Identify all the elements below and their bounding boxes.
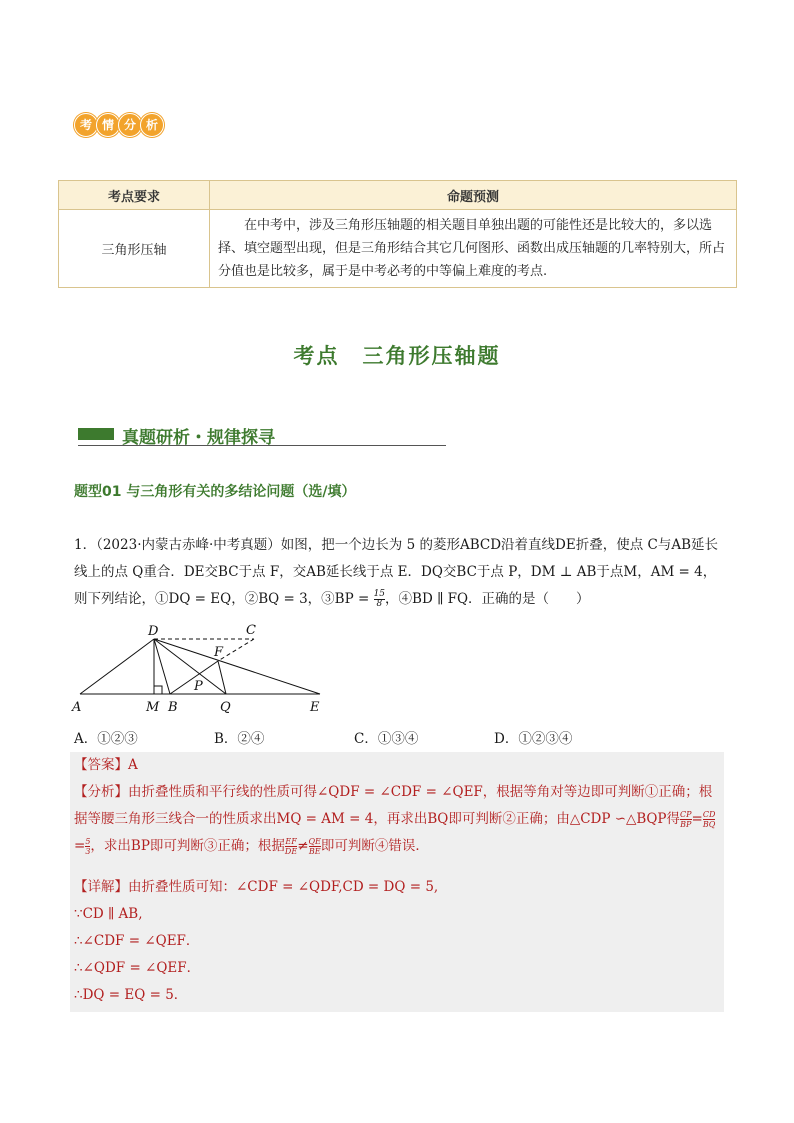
analysis-tag: 【分析】 — [74, 784, 128, 800]
question-body-end: ，④BD ∥ FQ．正确的是（ ） — [385, 591, 590, 607]
geometry-figure — [66, 616, 336, 720]
not-equal-sign: ≠ — [297, 838, 309, 854]
detail-line: ∴∠CDF = ∠QEF． — [74, 933, 200, 949]
fraction-denominator: DE — [284, 847, 298, 856]
answer-value: A — [128, 757, 138, 773]
question-body: 如图，把一个边长为 5 的菱形ABCD沿着直线DE折叠，使点 C与AB延长线上的点 Q重合．DE交BC于点 F，交AB延长线于点 E．DQ交BC于点 P，DM ⊥ AB于点M，AM = 4，则下列结论，①DQ = EQ，②BQ = 3，③BP = — [74, 537, 719, 607]
section-banner — [78, 423, 446, 446]
analysis-text-1: 由折叠性质和平行线的性质可得∠QDF = ∠CDF = ∠QEF，根据等角对等边即可判断①正确；根据等腰三角形三线合一的性质求出MQ = AM = 4，再求出BQ即可判断②正确；由△CDP ∽△BQP得 — [74, 784, 713, 827]
answer-options — [74, 727, 724, 747]
label-C: C — [246, 623, 256, 638]
detail-line: ∴DQ = EQ = 5． — [74, 987, 188, 1003]
label-Q: Q — [220, 700, 231, 715]
fraction-denominator: 3 — [85, 847, 91, 856]
badge-char: 分 — [118, 113, 142, 137]
question-source: （2023·内蒙古赤峰·中考真题） — [96, 537, 281, 553]
label-E: E — [310, 700, 320, 715]
detail-line — [74, 874, 724, 901]
detail-tag: 【详解】 — [74, 879, 128, 895]
detail-line: ∵CD ∥ AB, — [74, 906, 143, 922]
fraction-denominator: BP — [680, 820, 692, 829]
fraction-numerator: EF — [285, 837, 297, 846]
answer-line — [74, 752, 724, 779]
exam-requirement-table — [58, 180, 737, 288]
detail-text: 由折叠性质可知：∠CDF = ∠QDF,CD = DQ = 5, — [128, 879, 439, 895]
analysis-text-3: ，求出BP即可判断③正确；根据 — [90, 838, 285, 854]
fraction-numerator: 15 — [373, 589, 386, 599]
banner-text: 真题研析・规律探寻 — [122, 428, 275, 448]
answer-tag: 【答案】 — [74, 757, 128, 773]
table-row — [59, 210, 737, 288]
question-number: 1． — [74, 537, 97, 553]
question-text — [74, 532, 724, 613]
fraction-cp-bp — [680, 810, 692, 829]
badge-char: 情 — [96, 113, 120, 137]
fraction-numerator: QE — [308, 837, 321, 846]
detail-line: ∴∠QDF = ∠QEF． — [74, 960, 201, 976]
question-type-heading: 题型01 与三角形有关的多结论问题（选/填） — [74, 484, 356, 500]
fraction-bp — [374, 590, 385, 609]
section-title: 考点 三角形压轴题 — [293, 344, 501, 368]
label-P: P — [194, 679, 203, 694]
fraction-denominator: BE — [308, 847, 321, 856]
badge-char: 析 — [140, 113, 164, 137]
analysis-text-4: 即可判断④错误． — [320, 838, 429, 854]
label-M: M — [146, 700, 160, 715]
fraction-numerator: CP — [680, 810, 692, 819]
label-A: A — [72, 700, 82, 715]
label-D: D — [148, 624, 159, 639]
option-c[interactable]: C．①③④ — [354, 731, 419, 747]
option-a[interactable]: A．①②③ — [74, 731, 138, 747]
option-d[interactable]: D．①②③④ — [494, 731, 573, 747]
table-cell-topic: 三角形压轴 — [59, 210, 210, 288]
label-B: B — [168, 700, 178, 715]
fraction-denominator: 8 — [376, 599, 383, 609]
section-badge — [74, 113, 162, 137]
equals-sign: = — [691, 811, 703, 827]
table-cell-prediction: 在中考中，涉及三角形压轴题的相关题目单独出题的可能性还是比较大的，多以选择、填空题型出现，但是三角形结合其它几何图形、函数出成压轴题的几率特别大，所占分值也是比较多，属于是中考必考的中等偏上难度的考点. — [210, 210, 737, 288]
fraction-cd-bq — [703, 810, 716, 829]
fraction-denominator: BQ — [702, 820, 716, 829]
analysis-text-2: = — [74, 838, 86, 854]
table-header-topic: 考点要求 — [59, 181, 210, 210]
banner-bar — [78, 428, 114, 440]
fraction-qe-be — [309, 837, 321, 856]
analysis-paragraph — [74, 779, 724, 860]
option-b[interactable]: B．②④ — [214, 731, 265, 747]
badge-char: 考 — [74, 113, 98, 137]
fraction-ef-de — [285, 837, 297, 856]
fraction-numerator: 5 — [85, 837, 91, 846]
table-header-prediction: 命题预测 — [210, 181, 737, 210]
label-F: F — [214, 645, 224, 660]
fraction-numerator: CD — [702, 810, 716, 819]
